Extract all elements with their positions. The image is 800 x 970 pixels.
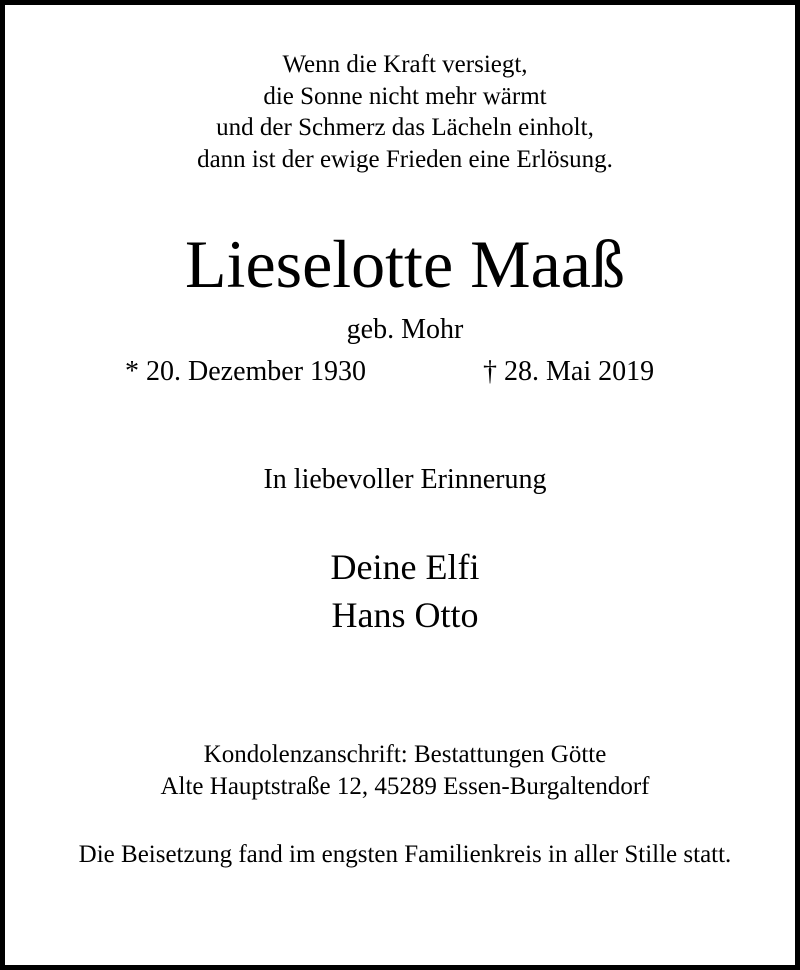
maiden-name: geb. Mohr	[346, 314, 464, 345]
signers	[5, 543, 800, 639]
memory-line: In liebevoller Erinnerung	[263, 464, 547, 495]
death-date: † 28. Mai 2019	[483, 356, 655, 387]
poem-line: und der Schmerz das Lächeln einholt,	[216, 114, 594, 141]
poem-line: die Sonne nicht mehr wärmt	[263, 82, 547, 110]
poem-line: dann ist der ewige Frieden eine Erlösung.	[197, 145, 613, 173]
condolence-line: Kondolenzanschrift: Bestattungen Götte	[203, 741, 607, 768]
condolence-line: Alte Hauptstraße 12, 45289 Essen-Burgaltendorf	[160, 773, 650, 800]
burial-note: Die Beisetzung fand im engsten Familienkreis in aller Stille statt.	[78, 841, 732, 868]
poem-line: Wenn die Kraft versiegt,	[282, 51, 528, 78]
signer-name: Deine Elfi	[330, 547, 480, 587]
condolence-address	[5, 739, 800, 803]
signer-name: Hans Otto	[331, 595, 479, 635]
deceased-name: Lieselotte Maaß	[185, 226, 625, 302]
poem	[5, 49, 800, 175]
birth-date: * 20. Dezember 1930	[125, 356, 367, 387]
